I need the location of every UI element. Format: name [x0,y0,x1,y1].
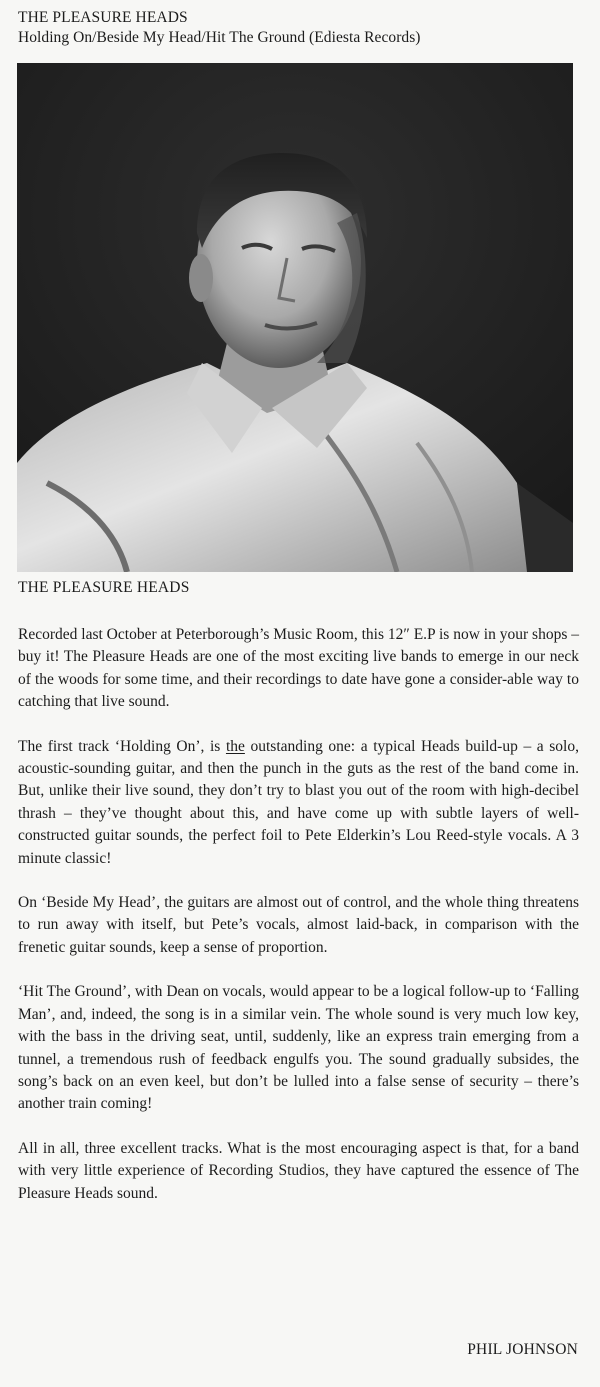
review-header [18,8,583,48]
paragraph-holding-on [18,736,579,870]
paragraph-hit-the-ground: ‘Hit The Ground’, with Dean on vocals, would appear to be a logical follow-up to ‘Falling Man’, and, indeed, the song is in a similar vein. The whole sound is very much low key, with the bass in the driving seat, until, suddenly, like an express train emerging from a tunnel, a tremendous rush of feedback engulfs you. The sound gradually subsides, the song’s back on an even keel, but don’t be lulled into a false sense of security – there’s another train coming! [18,983,579,1113]
review-body [18,624,579,1205]
band-name: THE PLEASURE HEADS [18,9,188,26]
release-line: Holding On/Beside My Head/Hit The Ground (Ediesta Records) [18,29,421,46]
photo-illustration [17,63,573,572]
paragraph-conclusion: All in all, three excellent tracks. What is the most encouraging aspect is that, for a band with very little experience of Recording Studios, they have captured the essence of The Pleasure Heads sound. [18,1139,579,1202]
emphasis-the: the [225,737,245,755]
paragraph-text: outstanding one: a typical Heads build-up – a solo, acoustic-sounding guitar, and then the punch in the guts as the rest of the band come in. But, unlike their live sound, they don’t try to blast you out of the room with high-decibel thrash – they’ve thought about this, and have come up with subtle layers of well-constructed guitar sounds, the perfect foil to Pete Elderkin’s Lou Reed-style vocals. A 3 minute classic! [18,737,579,867]
paragraph-intro: Recorded last October at Peterborough’s Music Room, this 12″ E.P is now in your shops – buy it! The Pleasure Heads are one of the most exciting live bands to emerge in our neck of the woods for some time, and their recordings to date have gone a consider-able way to catching that live sound. [18,626,579,711]
photo-caption: THE PLEASURE HEADS [18,579,190,596]
paragraph-beside-my-head: On ‘Beside My Head’, the guitars are almost out of control, and the whole thing threatens to run away with itself, but Pete’s vocals, almost laid-back, in comparison with the frenetic guitar sounds, keep a sense of proportion. [18,894,579,956]
paragraph-text: The first track ‘Holding On’, is [18,737,226,755]
author-byline: PHIL JOHNSON [467,1341,578,1358]
band-photo [17,63,573,572]
